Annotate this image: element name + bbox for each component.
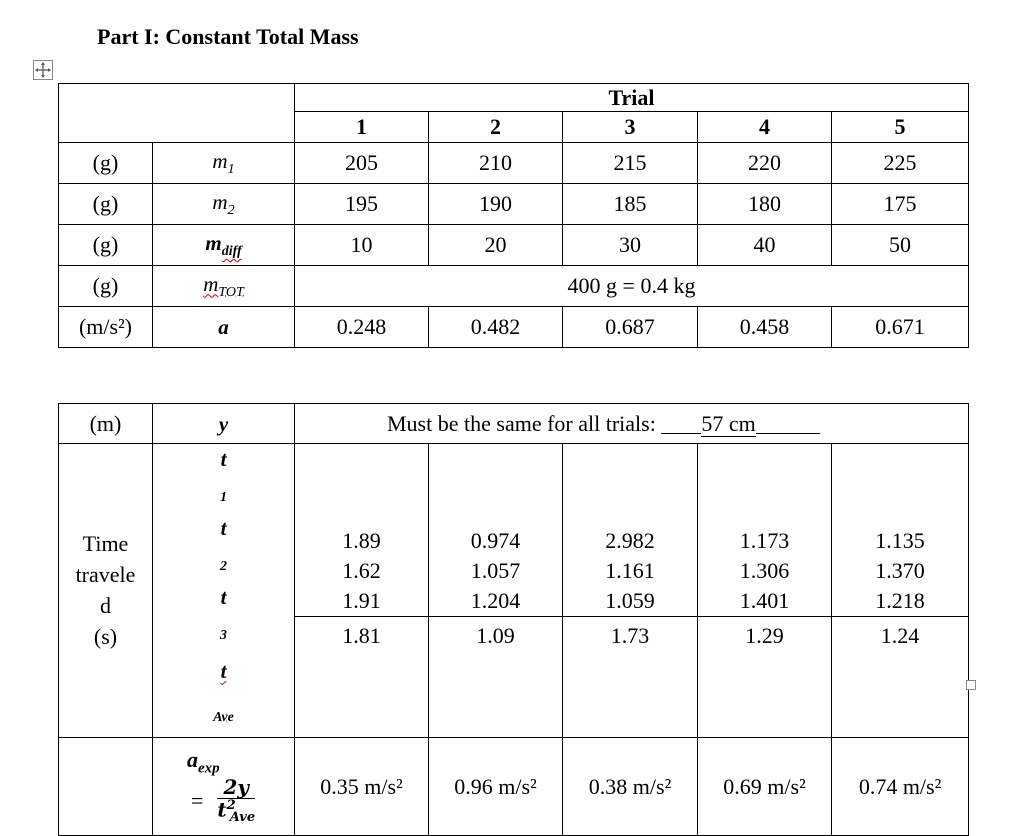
table-row-y	[59, 404, 969, 444]
trial-5-times: 1.135 1.370 1.218 1.24	[832, 444, 969, 738]
header-blank-cell	[59, 84, 295, 143]
value-cell: 210	[429, 143, 563, 184]
table-move-handle-icon[interactable]	[33, 60, 53, 80]
total-mass-value: 400 g = 0.4 kg	[295, 266, 969, 307]
value-cell: 190	[429, 184, 563, 225]
value-cell: 215	[563, 143, 698, 184]
blank-cell	[59, 737, 153, 835]
unit-cell: (g)	[59, 266, 153, 307]
value-cell: 185	[563, 184, 698, 225]
value-cell: 0.482	[429, 307, 563, 348]
unit-cell: (m)	[59, 404, 153, 444]
trial-1-times: 1.89 1.62 1.91 1.81	[295, 444, 429, 738]
table-row-acceleration	[59, 307, 969, 348]
y-distance-value: 57 cm	[701, 410, 756, 436]
table-row-mtot	[59, 266, 969, 307]
time-traveled-label: Time travele d (s)	[59, 444, 153, 738]
value-cell: 0.458	[698, 307, 832, 348]
table-row-mdiff	[59, 225, 969, 266]
unit-cell: (g)	[59, 184, 153, 225]
y-distance-cell: Must be the same for all trials: 57 cm	[295, 404, 969, 444]
trial-number: 5	[832, 112, 969, 143]
unit-cell: (m/s²)	[59, 307, 153, 348]
trial-3-times: 2.982 1.161 1.059 1.73	[563, 444, 698, 738]
value-cell: 0.671	[832, 307, 969, 348]
variable-cell: a	[153, 307, 295, 348]
value-cell: 195	[295, 184, 429, 225]
aexp-formula: $a_{exp}$ = $\frac{2y}{t^2_{Ave}}$	[153, 737, 295, 835]
trial-header: Trial	[295, 84, 969, 112]
variable-cell: $m_2$	[153, 184, 295, 225]
trial-number: 1	[295, 112, 429, 143]
value-cell: 0.687	[563, 307, 698, 348]
trial-number: 2	[429, 112, 563, 143]
aexp-value: 0.74 m/s²	[832, 737, 969, 835]
unit-cell: (g)	[59, 225, 153, 266]
value-cell: 225	[832, 143, 969, 184]
table-row-aexp	[59, 737, 969, 835]
value-cell: 30	[563, 225, 698, 266]
table-row-times	[59, 444, 969, 738]
value-cell: 40	[698, 225, 832, 266]
unit-cell: (g)	[59, 143, 153, 184]
trial-number: 4	[698, 112, 832, 143]
page-title: Part I: Constant Total Mass	[97, 24, 359, 49]
aexp-value: 0.69 m/s²	[698, 737, 832, 835]
value-cell: 205	[295, 143, 429, 184]
trial-4-times: 1.173 1.306 1.401 1.29	[698, 444, 832, 738]
table-row-m1	[59, 143, 969, 184]
table-resize-handle[interactable]	[966, 680, 976, 690]
value-cell: 220	[698, 143, 832, 184]
timing-table	[58, 403, 969, 836]
value-cell: 175	[832, 184, 969, 225]
value-cell: 180	[698, 184, 832, 225]
time-variables: t $_1$ t $_2$ t $_3$ t $_{Ave}$	[153, 444, 295, 738]
table-row-m2	[59, 184, 969, 225]
value-cell: 10	[295, 225, 429, 266]
constant-mass-table	[58, 83, 969, 348]
variable-cell: $m_{diff}$	[153, 225, 295, 266]
value-cell: 0.248	[295, 307, 429, 348]
aexp-value: 0.96 m/s²	[429, 737, 563, 835]
trial-number: 3	[563, 112, 698, 143]
variable-cell: $m_{TOT}$	[153, 266, 295, 307]
value-cell: 20	[429, 225, 563, 266]
value-cell: 50	[832, 225, 969, 266]
aexp-value: 0.38 m/s²	[563, 737, 698, 835]
trial-2-times: 0.974 1.057 1.204 1.09	[429, 444, 563, 738]
variable-cell: y	[153, 404, 295, 444]
aexp-value: 0.35 m/s²	[295, 737, 429, 835]
variable-cell: $m_1$	[153, 143, 295, 184]
